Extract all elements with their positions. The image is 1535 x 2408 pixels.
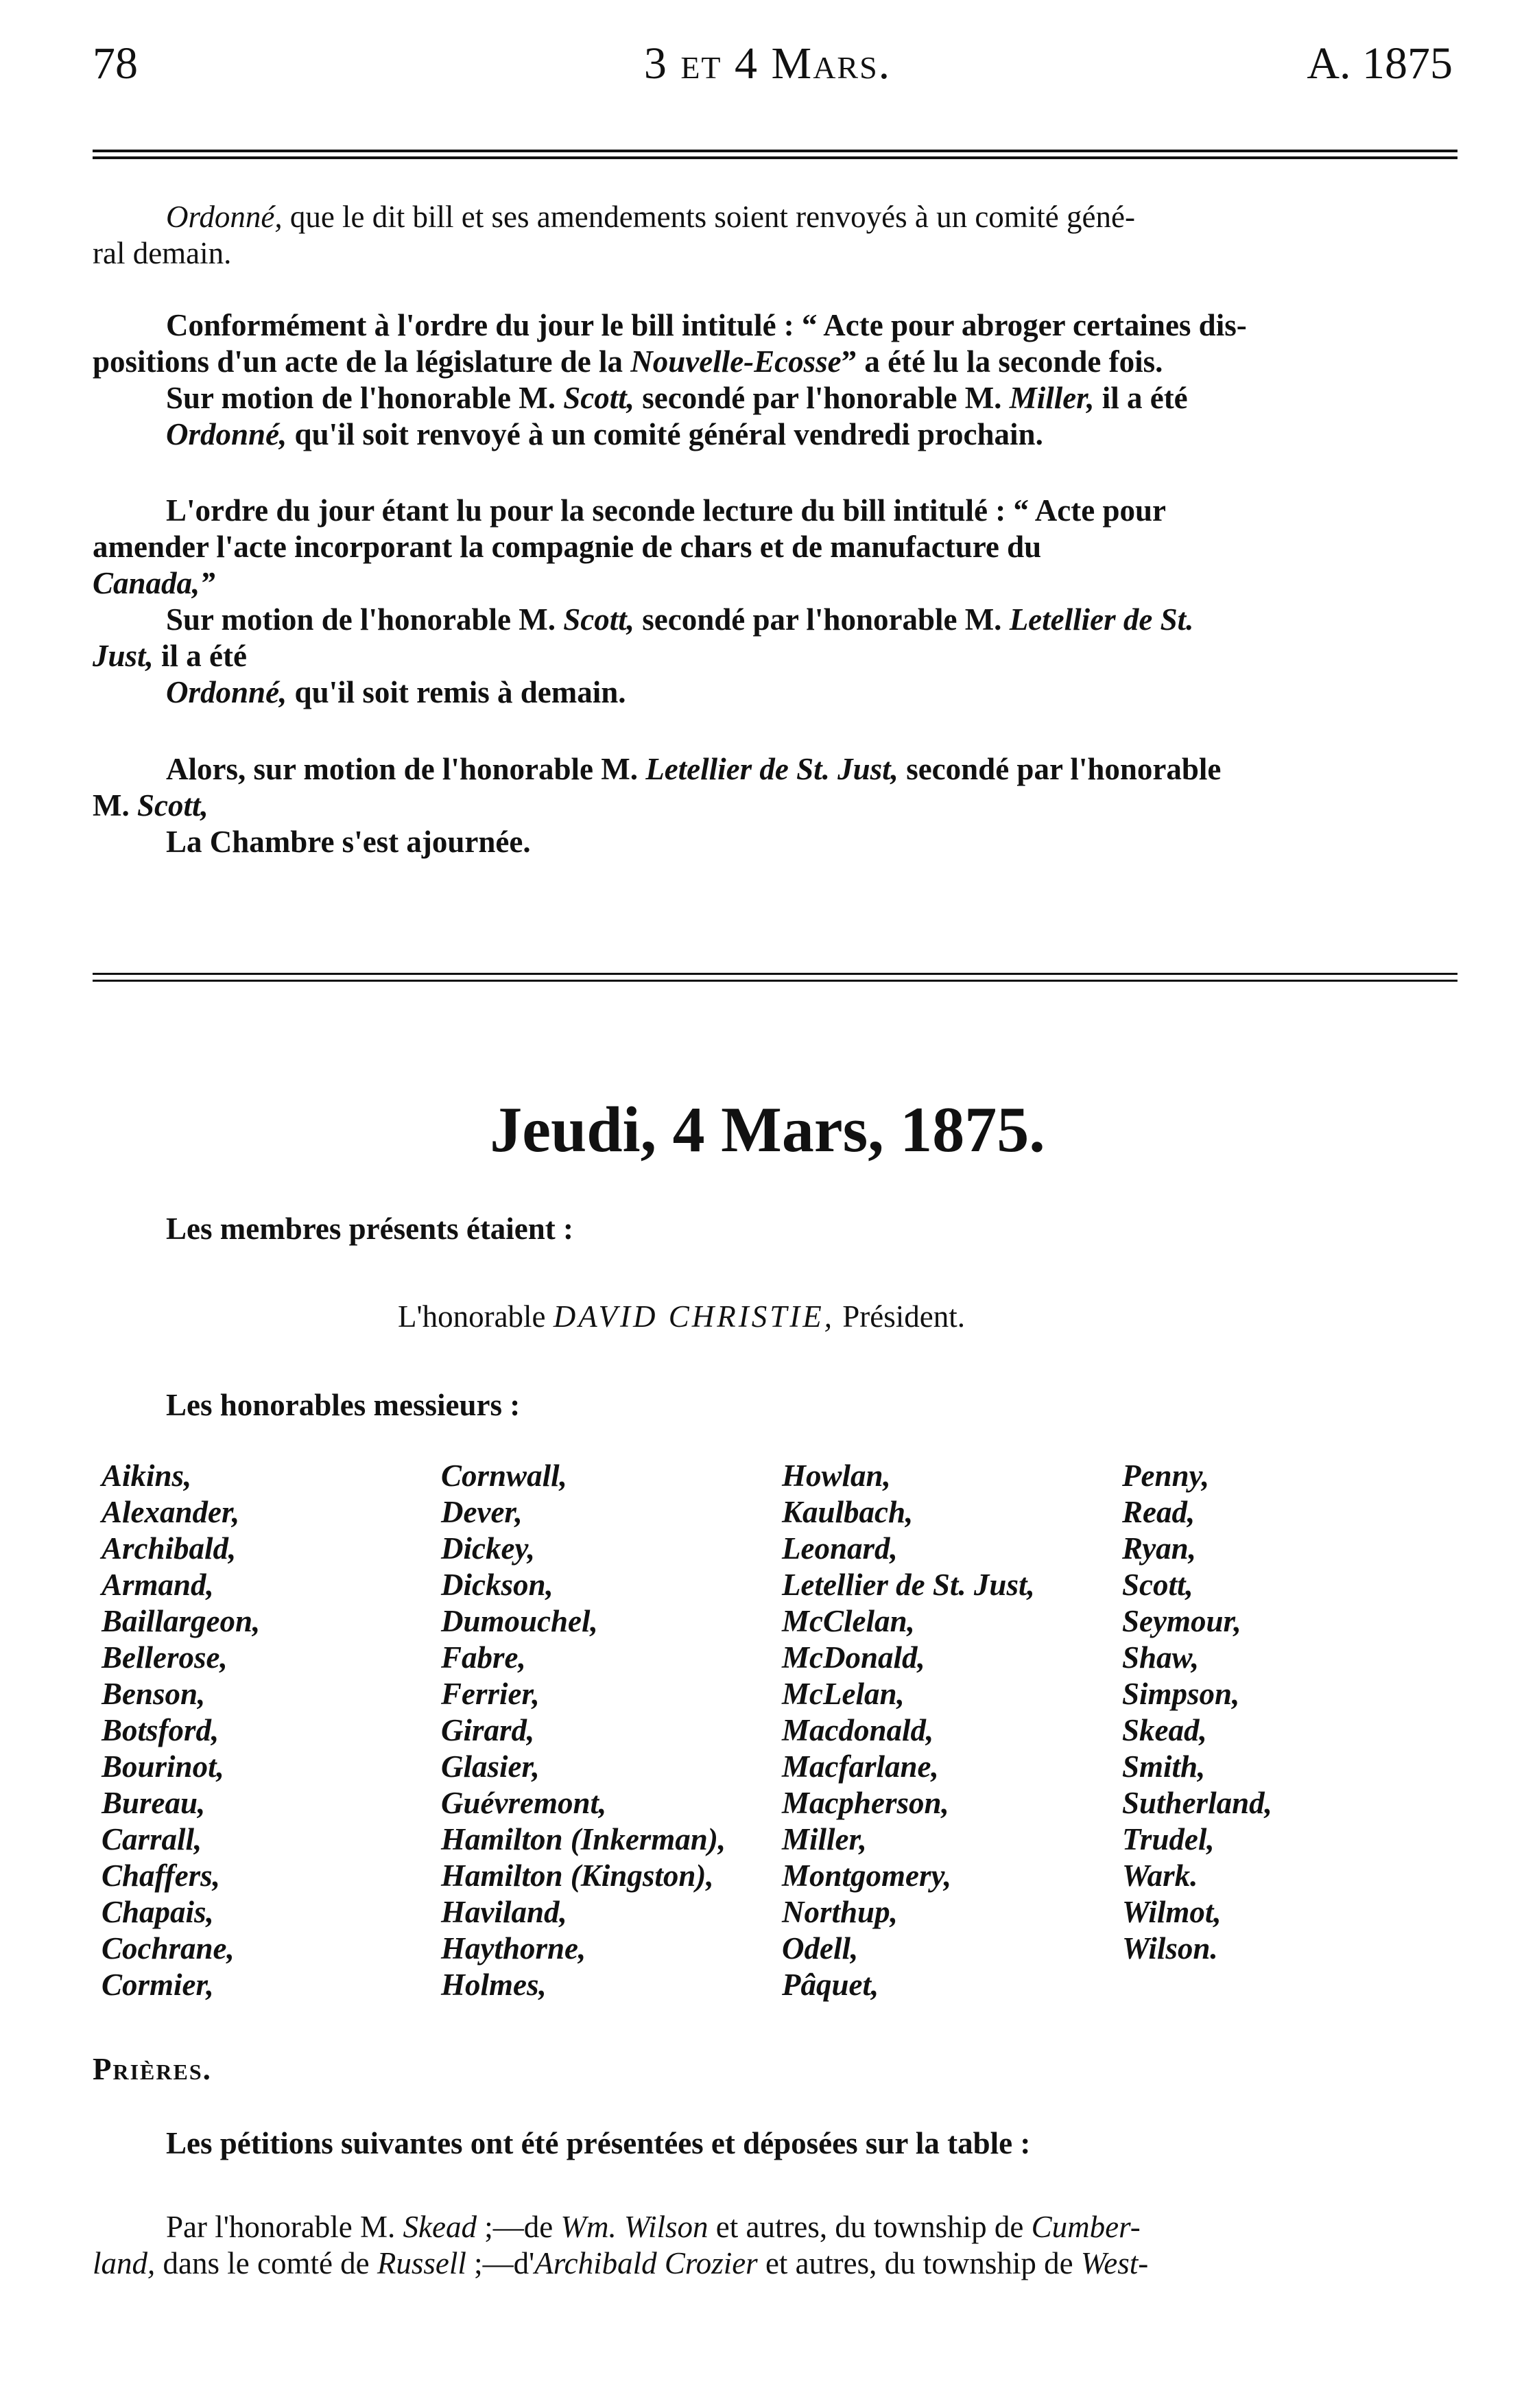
member-name: Scott, — [1122, 1568, 1193, 1602]
member-name: Simpson, — [1122, 1677, 1240, 1711]
prieres-heading: Prières. — [93, 2052, 212, 2086]
members-column-2 — [441, 1458, 726, 2003]
paragraph-ordonne-comite: Ordonné, que le dit bill et ses amendements soient renvoyés à un comité géné- ral demain. — [93, 200, 1135, 270]
member-name: McClelan, — [782, 1604, 915, 1638]
member-name: Wilson. — [1122, 1931, 1218, 1966]
member-name: Fabre, — [441, 1640, 526, 1675]
paragraph-adjournment: Alors, sur motion de l'honorable M. Letellier de St. Just, secondé par l'honorable M. Scott, La Chambre s'est ajournée. — [93, 752, 1222, 859]
section-rule-top — [93, 973, 1457, 975]
members-column-4 — [1122, 1458, 1272, 1967]
member-name: Alexander, — [102, 1495, 240, 1529]
member-name: Benson, — [102, 1677, 206, 1711]
member-name: Read, — [1122, 1495, 1195, 1529]
member-name: Aikins, — [102, 1459, 192, 1493]
member-name: Cormier, — [102, 1968, 214, 2002]
member-name: Haviland, — [441, 1895, 567, 1929]
member-name: Pâquet, — [782, 1968, 879, 2002]
member-name: Bellerose, — [102, 1640, 228, 1675]
member-name: Haythorne, — [441, 1931, 586, 1966]
member-name: Wark. — [1122, 1858, 1198, 1893]
header-rule-bottom — [93, 156, 1457, 159]
member-name: Chaffers, — [102, 1858, 220, 1893]
member-name: Hamilton (Inkerman), — [441, 1822, 726, 1856]
members-present-heading: Les membres présents étaient : — [166, 1212, 574, 1246]
member-name: Armand, — [102, 1568, 214, 1602]
members-column-3 — [782, 1458, 1035, 2003]
member-name: Carrall, — [102, 1822, 202, 1856]
member-name: Hamilton (Kingston), — [441, 1858, 714, 1893]
member-name: Chapais, — [102, 1895, 214, 1929]
member-name: Smith, — [1122, 1749, 1206, 1784]
member-name: Skead, — [1122, 1713, 1207, 1747]
member-name: Macpherson, — [782, 1786, 949, 1820]
member-name: Montgomery, — [782, 1858, 952, 1893]
member-name: Archibald, — [102, 1531, 237, 1566]
member-name: Dickey, — [441, 1531, 535, 1566]
member-name: Ferrier, — [441, 1677, 540, 1711]
member-name: Holmes, — [441, 1968, 547, 2002]
member-name: Girard, — [441, 1713, 535, 1747]
member-name: Macdonald, — [782, 1713, 934, 1747]
day-title: Jeudi, 4 Mars, 1875. — [490, 1094, 1045, 1166]
running-header-year: A. 1875 — [1307, 38, 1453, 88]
member-name: McLelan, — [782, 1677, 905, 1711]
member-name: Howlan, — [782, 1459, 891, 1493]
member-name: Bureau, — [102, 1786, 206, 1820]
member-name: Dickson, — [441, 1568, 554, 1602]
president-line: L'honorable DAVID CHRISTIE, Président. — [398, 1299, 965, 1334]
member-name: Macfarlane, — [782, 1749, 939, 1784]
member-name: Dumouchel, — [441, 1604, 598, 1638]
member-name: Bourinot, — [102, 1749, 224, 1784]
member-name: Shaw, — [1122, 1640, 1200, 1675]
member-name: Sutherland, — [1122, 1786, 1272, 1820]
paragraph-chars-manufacture-bill: L'ordre du jour étant lu pour la seconde lecture du bill intitulé : “ Acte pour amender l'acte incorporant la compagnie de chars et de manufacture du Canada,” Sur motion de l'honorable M. Scott, secondé par l'honorable M. Letellier de St. Just, il a été Ordonné, qu'il soit remis à demain. — [93, 493, 1194, 709]
running-header-date: 3 et 4 Mars. — [643, 38, 892, 88]
header-rule-top — [93, 150, 1457, 152]
petitions-intro: Les pétitions suivantes ont été présentées et déposées sur la table : — [166, 2126, 1031, 2160]
member-name: Northup, — [782, 1895, 898, 1929]
paragraph-petitions: Par l'honorable M. Skead ;—de Wm. Wilson et autres, du township de Cumber- land, dans le comté de Russell ;—d'Archibald Crozier et autres, du township de West- — [93, 2210, 1149, 2280]
paragraph-nouvelle-ecosse-bill: Conformément à l'ordre du jour le bill intitulé : “ Acte pour abroger certaines dis- positions d'un acte de la législature de la Nouvelle-Ecosse” a été lu la seconde fois. Sur motion de l'honorable M. Scott, secondé par l'honorable M. Miller, il a été Ordonné, qu'il soit renvoyé à un comité général vendredi prochain. — [93, 308, 1247, 451]
page-number: 78 — [93, 38, 138, 88]
member-name: Dever, — [441, 1495, 523, 1529]
member-name: Cochrane, — [102, 1931, 235, 1966]
member-name: Baillargeon, — [102, 1604, 261, 1638]
member-name: Guévremont, — [441, 1786, 607, 1820]
member-name: Kaulbach, — [782, 1495, 914, 1529]
member-name: McDonald, — [782, 1640, 925, 1675]
member-name: Glasier, — [441, 1749, 540, 1784]
member-name: Botsford, — [102, 1713, 219, 1747]
member-name: Ryan, — [1122, 1531, 1196, 1566]
member-name: Odell, — [782, 1931, 859, 1966]
member-name: Miller, — [782, 1822, 867, 1856]
member-name: Cornwall, — [441, 1459, 567, 1493]
member-name: Penny, — [1122, 1459, 1210, 1493]
member-name: Letellier de St. Just, — [782, 1568, 1035, 1602]
members-column-1 — [102, 1458, 260, 2003]
member-name: Seymour, — [1122, 1604, 1241, 1638]
member-name: Leonard, — [782, 1531, 898, 1566]
section-rule-bottom — [93, 980, 1457, 982]
honorables-heading: Les honorables messieurs : — [166, 1388, 521, 1422]
member-name: Wilmot, — [1122, 1895, 1222, 1929]
member-name: Trudel, — [1122, 1822, 1215, 1856]
